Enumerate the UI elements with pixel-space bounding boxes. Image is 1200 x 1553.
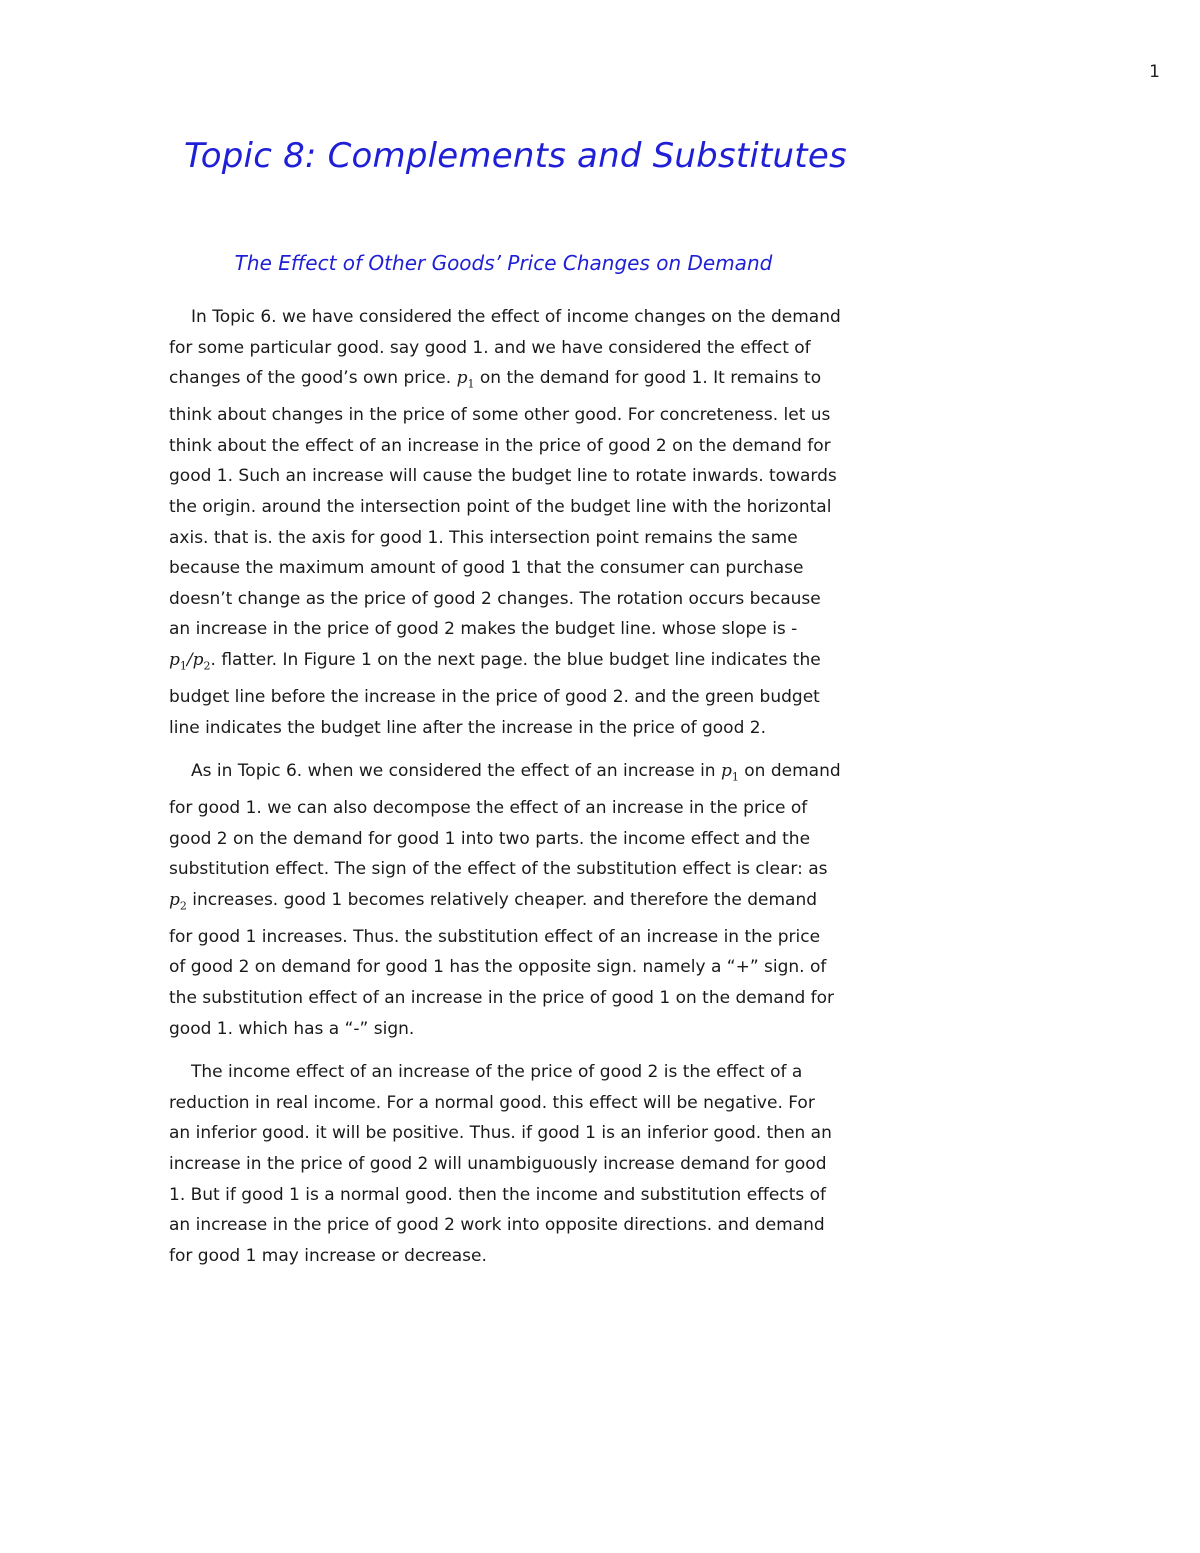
paragraph-text: In Topic 6. we have considered the effect of income changes on the demand for some particular good. say good 1. and we have considered the effect of changes of the good’s own price. [169, 307, 841, 389]
paragraph-text: increases. good 1 becomes relatively cheaper. and therefore the demand for good 1 increases. Thus. the substitution effect of an increase in the price of good 2 on demand for good 1 has the opposite sign. namely a “+” sign. of the substitution effect of an increase in the price of good 1 on the demand for good 1. which has a “-” sign. [169, 889, 835, 1039]
math-slope: $p_1/p_2$ [169, 649, 211, 673]
math-p1: $p_1$ [720, 761, 739, 784]
math-p1: $p_1$ [456, 368, 475, 391]
paragraph-1 [169, 302, 841, 743]
paragraph-text: . flatter. In Figure 1 on the next page. the blue budget line indicates the budget line before the increase in the price of good 2. and the green budget line indicates the budget line after the increase in the price of good 2. [169, 649, 821, 738]
section-heading: The Effect of Other Goods’ Price Changes on Demand [234, 251, 773, 275]
paragraph-2 [169, 756, 841, 1044]
paragraph-text: on demand for good 1. we can also decompose the effect of an increase in the price of good 2 on the demand for good 1 into two parts. the income effect and the substitution effect. The sign of the effect of the substitution effect is clear: as [169, 761, 841, 880]
body-text [169, 302, 841, 1284]
math-p2: $p_2$ [169, 889, 187, 913]
page-title: Topic 8: Complements and Substitutes [184, 136, 847, 176]
paragraph-text: As in Topic 6. when we considered the effect of an increase in [191, 761, 721, 782]
page-number: 1 [1149, 62, 1160, 82]
paragraph-text: on the demand for good 1. It remains to think about changes in the price of some other good. For concreteness. let us think about the effect of an increase in the price of good 2 on the demand for good 1. Such an increase will cause the budget line to rotate inwards. towards the origin. around the intersection point of the budget line with the horizontal axis. that is. the axis for good 1. This intersection point remains the same because the maximum amount of good 1 that the consumer can purchase doesn’t change as the price of good 2 changes. The rotation occurs because an increase in the price of good 2 makes the budget line. whose slope is - [169, 368, 837, 640]
paragraph-3: The income effect of an increase of the price of good 2 is the effect of a reduction in real income. For a normal good. this effect will be negative. For an inferior good. it will be positive. Thus. if good 1 is an inferior good. then an increase in the price of good 2 will unambiguously increase demand for good 1. But if good 1 is a normal good. then the income and substitution effects of an increase in the price of good 2 work into opposite directions. and demand for good 1 may increase or decrease. [169, 1062, 832, 1266]
